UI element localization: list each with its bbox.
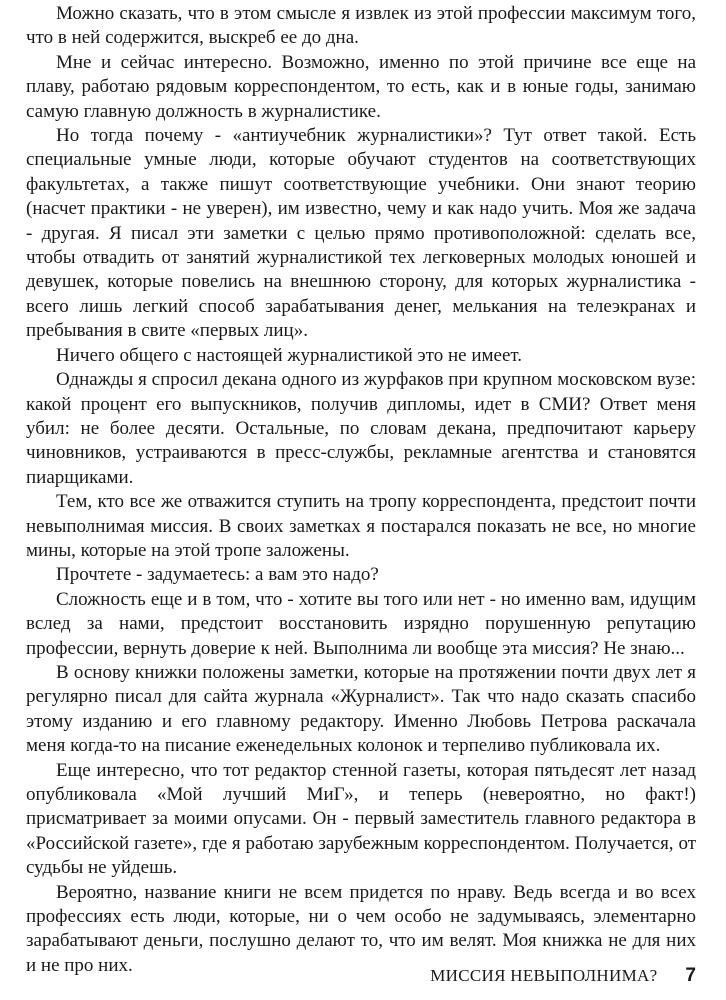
page-footer [26, 965, 696, 989]
paragraph: Можно сказать, что в этом смысле я извлек из этой профессии максимум того, что в ней содержится, выскреб ее до дна. [26, 3, 696, 49]
page-number: 7 [685, 965, 696, 986]
paragraph: Однажды я спросил декана одного из журфаков при крупном московском вузе: какой процент его выпускников, получив дипломы, идет в СМИ? Ответ меня убил: не более десяти. Остальные, по словам декана, предпочитают карьеру чиновников, устраиваются в пресс-службы, рекламные агентства и становятся пиарщиками. [26, 369, 696, 488]
paragraph: Но тогда почему - «антиучебник журналистики»? Тут ответ такой. Есть специальные умные люди, которые обучают студентов на соответствующих факультетах, а также пишут соответствующие учебники. Они знают теорию (насчет практики - не уверен), им известно, чему и как надо учить. Моя же задача - другая. Я писал эти заметки с целью прямо противоположной: сделать все, чтобы отвадить от занятий журналистикой тех легковерных молодых юношей и девушек, которые повелись на внешнюю сторону, для которых журналистика - всего лишь легкий способ зарабатывания денег, мелькания на телеэкранах и пребывания в свите «первых лиц». [26, 125, 696, 342]
paragraph: Сложность еще и в том, что - хотите вы того или нет - но именно вам, идущим вслед за нами, предстоит восстановить изрядно порушенную репутацию профессии, вернуть доверие к ней. Выполнима ли вообще эта миссия? Не знаю... [26, 588, 696, 659]
paragraph: Прочтете - задумаетесь: а вам это надо? [56, 564, 379, 586]
paragraph: В основу книжки положены заметки, которые на протяжении почти двух лет я регулярно писал для сайта журнала «Журналист». Так что надо сказать спасибо этому изданию и его главному редактору. Именно Любовь Петрова раскачала меня когда-то на писание еженедельных колонок и терпеливо публиковала их. [26, 661, 696, 757]
paragraph: Еще интересно, что тот редактор стенной газеты, которая пятьдесят лет назад опубликовала «Мой лучший МиГ», и теперь (невероятно, но факт!) присматривает за моими опусами. Он - первый заместитель главного редактора в «Российской газете», где я работаю зарубежным корреспондентом. Получается, от судьбы не уйдешь. [26, 759, 696, 879]
paragraph: Мне и сейчас интересно. Возможно, именно по этой причине все еще на плаву, работаю рядовым корреспондентом, то есть, как и в юные годы, занимаю самую главную должность в журналистике. [26, 51, 696, 122]
running-title: МИССИЯ НЕВЫПОЛНИМА? [430, 966, 658, 985]
paragraph: Тем, кто все же отважится ступить на тропу корреспондента, предстоит почти невыполнимая миссия. В своих заметках я постарался показать не все, но многие мины, которые на этой тропе заложены. [26, 491, 696, 561]
body-text [26, 2, 696, 978]
paragraph: Вероятно, название книги не всем придется по нраву. Ведь всегда и во всех профессиях есть люди, которые, ни о чем особо не задумываясь, элементарно зарабатывают деньги, послушно делают то, что им велят. Моя книжка не для них и не про них. [26, 881, 696, 976]
paragraph: Ничего общего с настоящей журналистикой это не имеет. [56, 344, 523, 366]
